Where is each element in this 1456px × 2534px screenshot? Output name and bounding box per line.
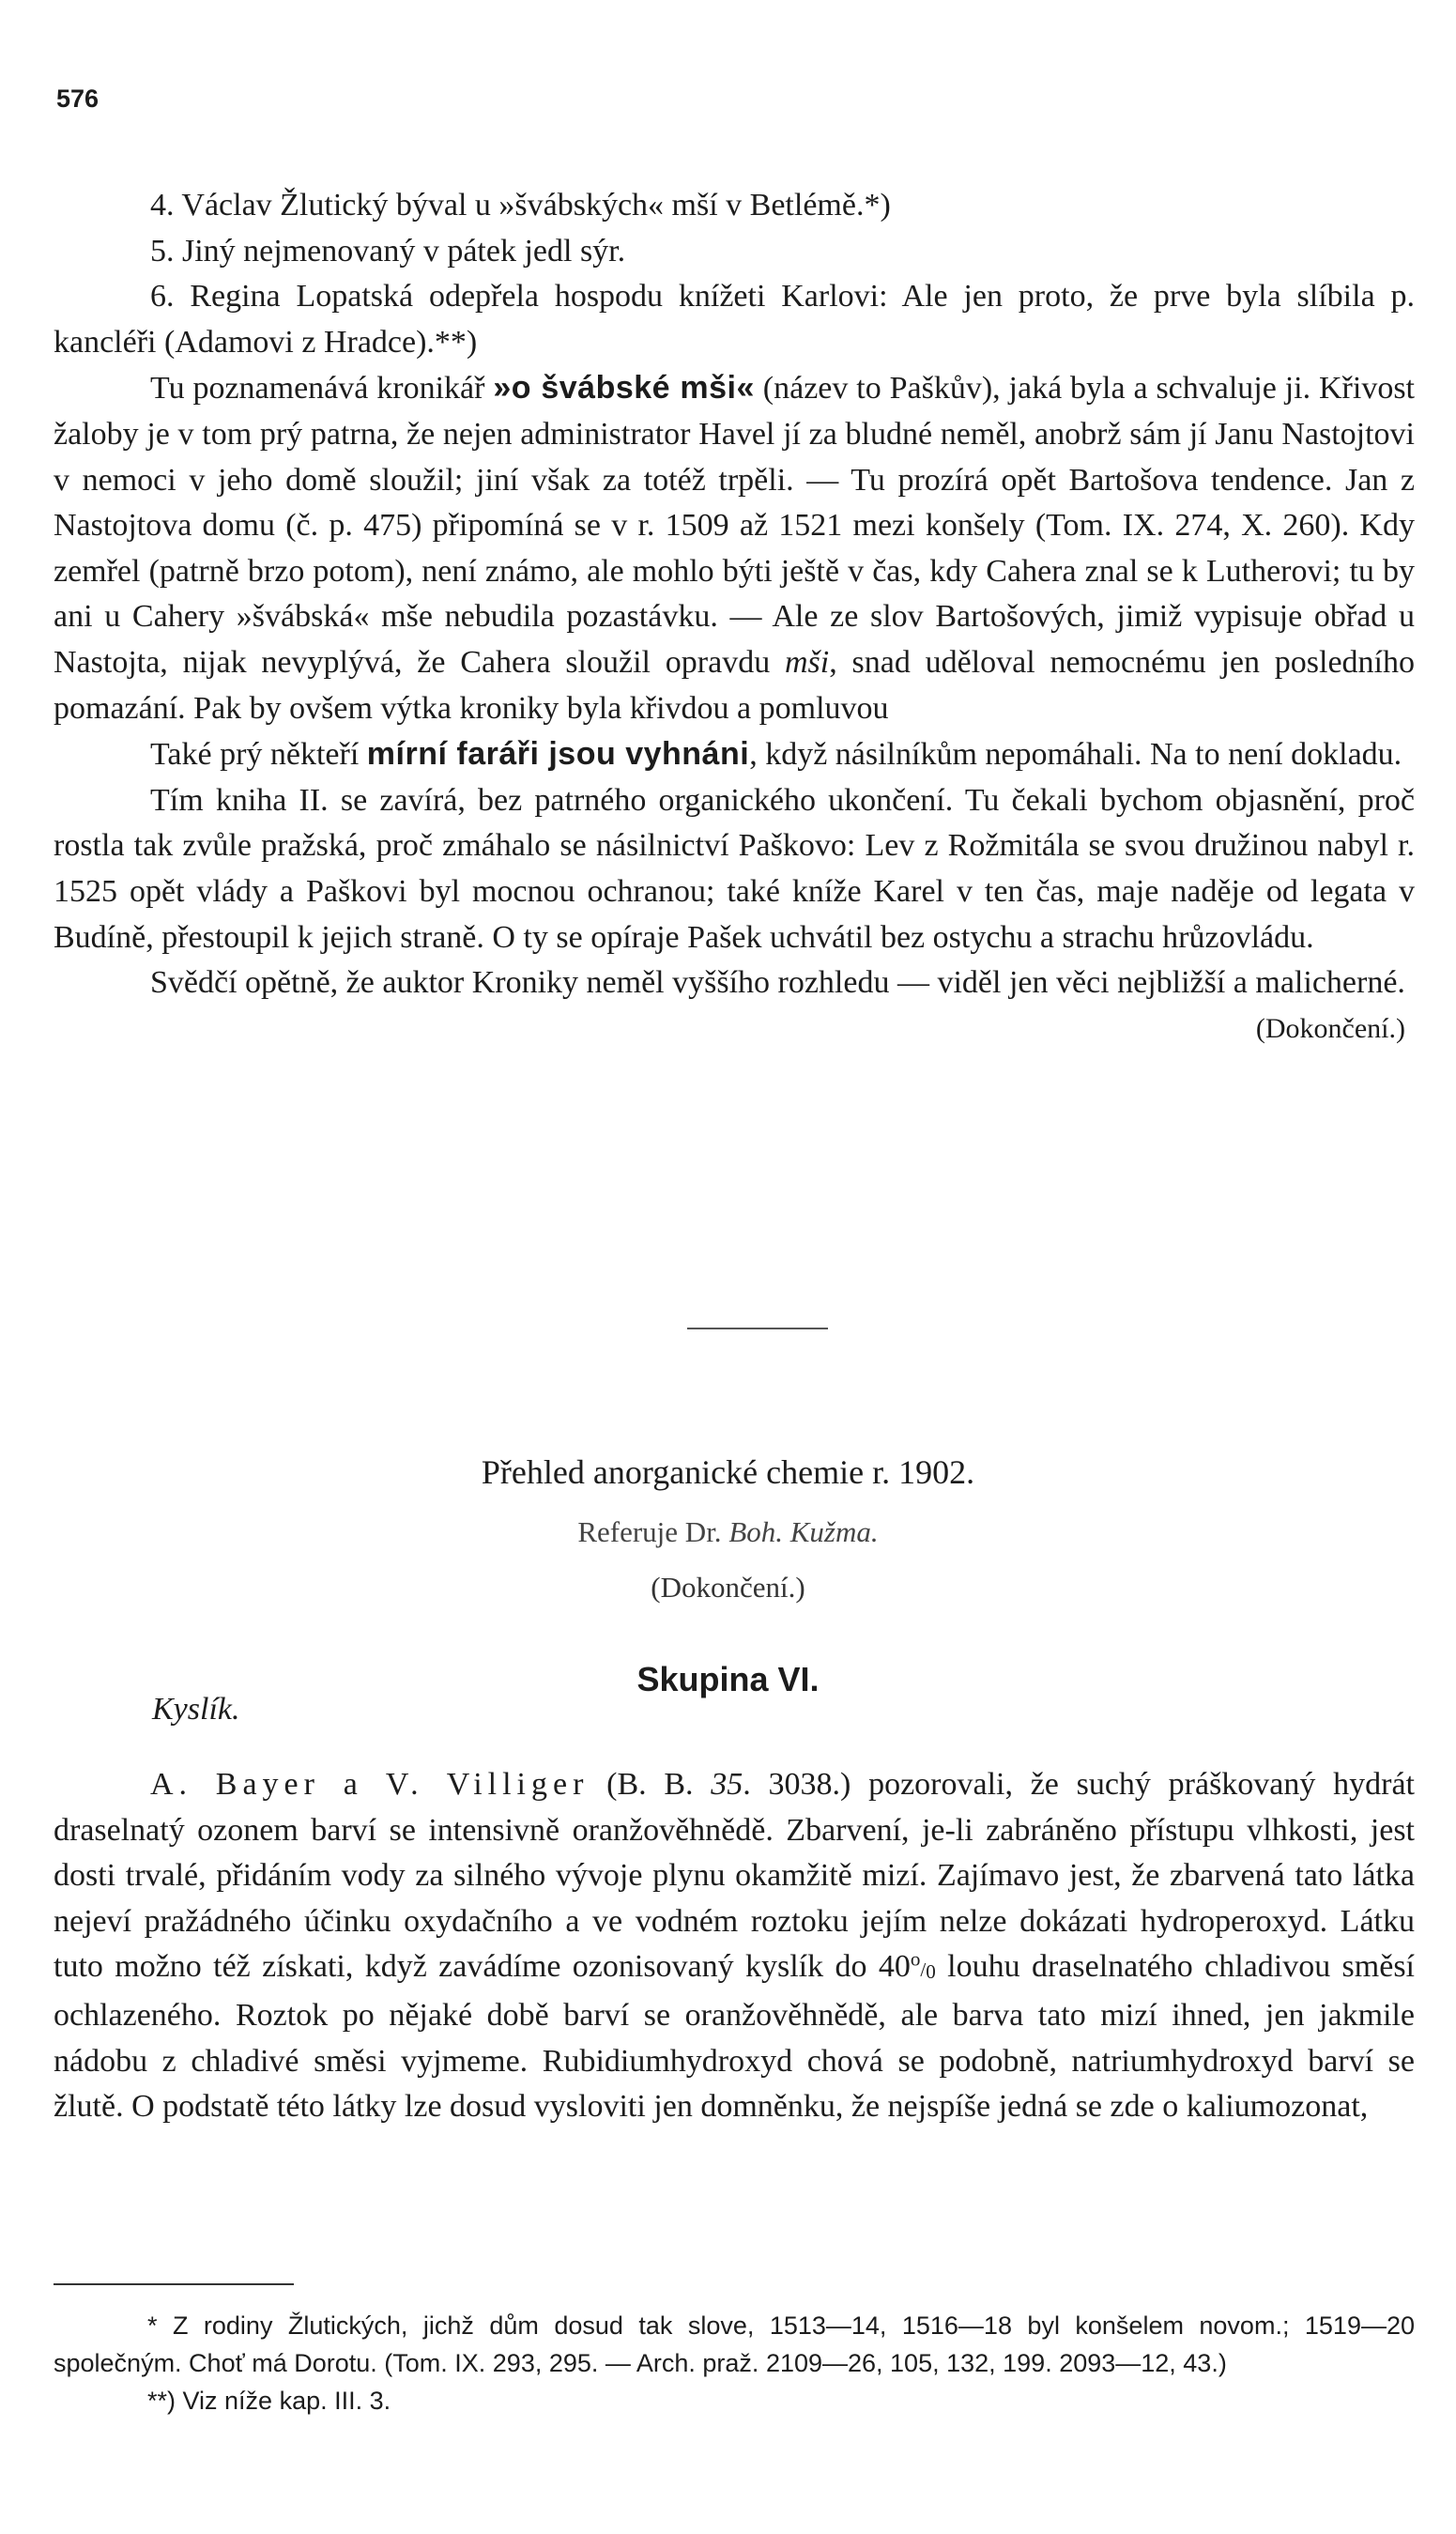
article-text <box>54 1762 1415 2130</box>
text-span: louhu draselnatého chladivou směsí ochlazeného. Roztok po nějaké době barví se oranžověhnědě, ale barva tato mizí ihned, jen jakmile nádobu z chladivé směsi vyjmeme. Rubidiumhydroxyd chová se podobně, natriumhydroxyd barví se žlutě. O podstatě této látky lze dosud vysloviti jen domněnku, že nejspíše jedná se zde o kaliumozonat, <box>54 1949 1415 2125</box>
text-span: (B. B. <box>589 1767 712 1802</box>
article-continued: (Dokončení.) <box>651 1571 805 1604</box>
paragraph-farari <box>54 731 1415 778</box>
list-item-5: 5. Jiný nejmenovaný v pátek jedl sýr. <box>150 233 626 269</box>
section-text <box>54 183 1415 1052</box>
group-heading: Skupina VI. <box>636 1660 820 1698</box>
paragraph-svedci: Svědčí opětně, že auktor Kroniky neměl vyššího rozhledu — viděl jen věci nejbližší a malicherné. <box>150 965 1405 1001</box>
list-item-6: 6. Regina Lopatská odepřela hospodu knížeti Karlovi: Ale jen proto, že prve byla slíbila p. kancléři (Adamovi z Hradce).**) <box>54 279 1415 360</box>
percent-sup: o <box>910 1947 921 1971</box>
emphasis-text: »o švábské mši« <box>493 370 755 407</box>
section-divider <box>687 1328 828 1329</box>
text-span: , když násilníkům nepomáhali. Na to není dokladu. <box>749 737 1402 773</box>
text-span: , snad uděloval nemocnému jen posledního pomazání. Pak by ovšem výtka kroniky byla křivdou a pomluvou <box>54 644 1415 726</box>
article-title: Přehled anorganické chemie r. 1902. <box>481 1453 975 1491</box>
page-number: 576 <box>56 84 100 113</box>
paragraph-kniha: Tím kniha II. se zavírá, bez patrného organického ukončení. Tu čekali bychom objasnění, proč rostla tak zvůle pražská, proč zmáhalo se násilnictví Paškovo: Lev z Rožmitála se svou družinou nabyl r. 1525 opět vlády a Paškovi byl mocnou ochranou; také kníže Karel v ten čas, maje naděje od legata v Budíně, přestoupil k jejich straně. O ty se opíraje Pašek uchvátil bez ostychu a strachu hrůzovládu. <box>54 782 1415 955</box>
footnotes <box>54 2307 1415 2419</box>
authors: A. Bayer a V. Villiger <box>150 1767 590 1802</box>
footnote-rule <box>54 2283 294 2285</box>
list-item-4: 4. Václav Žlutický býval u »švábských« mší v Betlémě.*) <box>150 188 891 223</box>
continued-note: (Dokončení.) <box>1255 1012 1405 1044</box>
text-span: Tu poznamenává kronikář <box>150 371 494 407</box>
article-byline <box>0 1515 1456 1549</box>
byline-prefix: Referuje Dr. <box>577 1515 729 1548</box>
footnote-1: * Z rodiny Žlutických, jichž dům dosud tak slove, 1513—14, 1516—18 byl konšelem novom.; 1519—20 společným. Choť má Dorotu. (Tom. IX. 293, 295. — Arch. praž. 2109—26, 105, 132, 199. 2093—12, 43.) <box>54 2311 1415 2377</box>
text-span: . 3038.) pozorovali, že suchý práškovaný hydrát draselnatý ozonem barví se intensivně oranžověhnědě. Zbarvení, je-li zabráněno přístupu vlhkosti, jest dosti trvalé, přidáním vody za silného vývoje plynu okamžitě mizí. Zajímavo jest, že zbarvená tato látka nejeví pražádného účinku oxydačního a ve vodném roztoku jejím nelze dokázati hydroperoxyd. Látku tuto možno též získati, když zavádíme ozonisovaný kyslík do 40 <box>54 1767 1415 1985</box>
percent-sub: 0 <box>926 1960 936 1984</box>
byline-author: Boh. Kužma. <box>728 1515 879 1548</box>
italic-text: mši <box>784 644 830 680</box>
paragraph-kronikar <box>54 365 1415 731</box>
volume: 35 <box>711 1767 743 1802</box>
text-span: (název to Paškův), jaká byla a schvaluje ji. Křivost žaloby je v tom prý patrna, že nejen administrator Havel jí za bludné neměl, anobrž sám jí Janu Nastojtovi v nemoci v jeho domě sloužil; jiní však za totéž trpěli. — Tu prozírá opět Bartošova tendence. Jan z Nastojtova domu (č. p. 475) připomíná se v r. 1509 až 1521 mezi konšely (Tom. IX. 274, X. 260). Kdy zemřel (patrně brzo potom), není známo, ale mohlo býti ještě v čas, kdy Cahera znal se k Lutherovi; tu by ani u Cahery »švábská« mše nebudila pozastávku. — Ale ze slov Bartošových, jimiž vypisuje obřad u Nastojta, nijak nevyplývá, že Cahera sloužil opravdu <box>54 371 1416 680</box>
text-span: Také prý někteří <box>150 737 367 773</box>
subheading: Kyslík. <box>152 1692 240 1727</box>
paragraph-ozon: A. Bayer a V. Villiger (B. B. 35. 3038.) pozorovali, že suchý práškovaný hydrát draselnatý ozonem barví se intensivně oranžověhnědě. Zbarvení, je-li zabráněno přístupu vlhkosti, jest dosti trvalé, přidáním vody za silného vývoje plynu okamžitě mizí. Zajímavo jest, že zbarvená tato látka nejeví pražádného účinku oxydačního a ve vodném roztoku jejím nelze dokázati hydroperoxyd. Látku tuto možno též získati, když zavádíme ozonisovaný kyslík do $40^o/_0$ louhu draselnatého chladivou směsí ochlazeného. Roztok po nějaké době barví se oranžověhnědě, ale barva tato mizí ihned, jen jakmile nádobu z chladivé směsi vyjmeme. Rubidiumhydroxyd chová se podobně, natriumhydroxyd barví se žlutě. O podstatě této látky lze dosud vysloviti jen domněnku, že nejspíše jedná se zde o kaliumozonat, <box>54 1767 1415 2125</box>
emphasis-text: mírní faráři jsou vyhnáni <box>366 736 750 773</box>
footnote-2: **) Viz níže kap. III. 3. <box>147 2387 391 2415</box>
